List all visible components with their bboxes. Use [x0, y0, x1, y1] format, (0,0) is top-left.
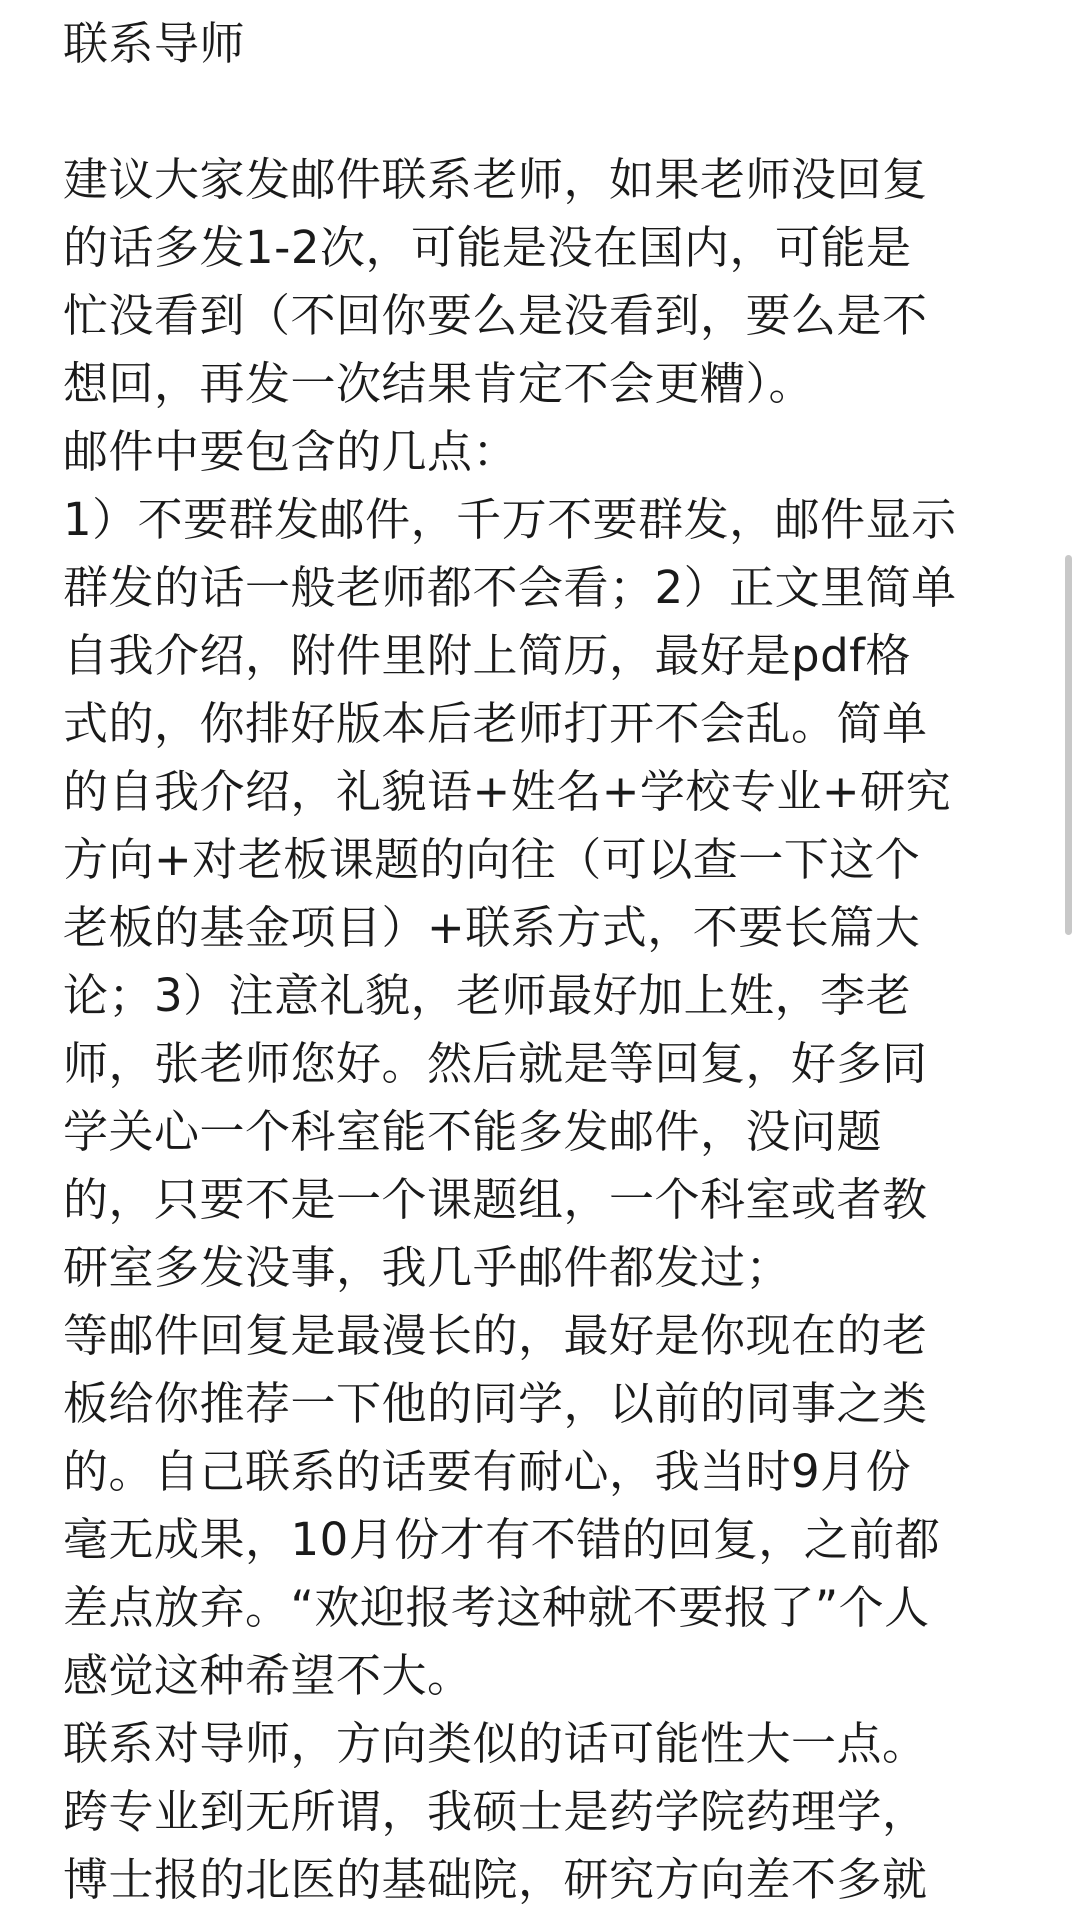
- paragraph-line: 差点放弃。“欢迎报考这种就不要报了”个人: [63, 1581, 930, 1634]
- paragraph-line: 毫无成果，10月份才有不错的回复，之前都: [63, 1513, 941, 1566]
- title-spacer: [63, 78, 1023, 146]
- paragraph-line: 的，只要不是一个课题组，一个科室或者教: [63, 1173, 928, 1226]
- paragraph-line: 想回，再发一次结果肯定不会更糟）。: [63, 357, 815, 410]
- paragraph-line: 师，张老师您好。然后就是等回复，好多同: [63, 1037, 928, 1090]
- paragraph-line: 联系对导师，方向类似的话可能性大一点。: [63, 1717, 928, 1770]
- paragraph-line: 等邮件回复是最漫长的，最好是你现在的老: [63, 1309, 928, 1362]
- vertical-scrollbar[interactable]: [1065, 555, 1072, 935]
- paragraph-line: 的自我介绍，礼貌语+姓名+学校专业+研究: [63, 765, 952, 818]
- paragraph-line: 1）不要群发邮件，千万不要群发，邮件显示: [63, 493, 957, 546]
- article-body: [63, 10, 1023, 1914]
- paragraph-line: 邮件中要包含的几点：: [63, 425, 519, 478]
- paragraph-line: 忙没看到（不回你要么是没看到，要么是不: [63, 289, 928, 342]
- paragraph-line: 跨专业到无所谓，我硕士是药学院药理学，: [63, 1785, 928, 1838]
- paragraph-line: 的话多发1-2次，可能是没在国内，可能是: [63, 221, 912, 274]
- paragraph-line: 的。自己联系的话要有耐心，我当时9月份: [63, 1445, 912, 1498]
- paragraph-line: 方向+对老板课题的向往（可以查一下这个: [63, 833, 921, 886]
- paragraph-line: 群发的话一般老师都不会看；2）正文里简单: [63, 561, 957, 614]
- paragraph-line: 感觉这种希望不大。: [63, 1649, 473, 1702]
- paragraph-line: 研室多发没事，我几乎邮件都发过；: [63, 1241, 792, 1294]
- paragraph-line: 板给你推荐一下他的同学，以前的同事之类: [63, 1377, 928, 1430]
- paragraph-line: 式的，你排好版本后老师打开不会乱。简单: [63, 697, 928, 750]
- article-title: 联系导师: [63, 17, 246, 70]
- paragraph-line: 博士报的北医的基础院，研究方向差不多就: [63, 1853, 928, 1906]
- paragraph-line: 论；3）注意礼貌，老师最好加上姓，李老: [63, 969, 912, 1022]
- paragraph-line: 老板的基金项目）+联系方式，不要长篇大: [63, 901, 921, 954]
- paragraph-line: 自我介绍，附件里附上简历，最好是pdf格: [63, 629, 911, 682]
- paragraph-line: 学关心一个科室能不能多发邮件，没问题: [63, 1105, 883, 1158]
- paragraph-line: 建议大家发邮件联系老师，如果老师没回复: [63, 153, 928, 206]
